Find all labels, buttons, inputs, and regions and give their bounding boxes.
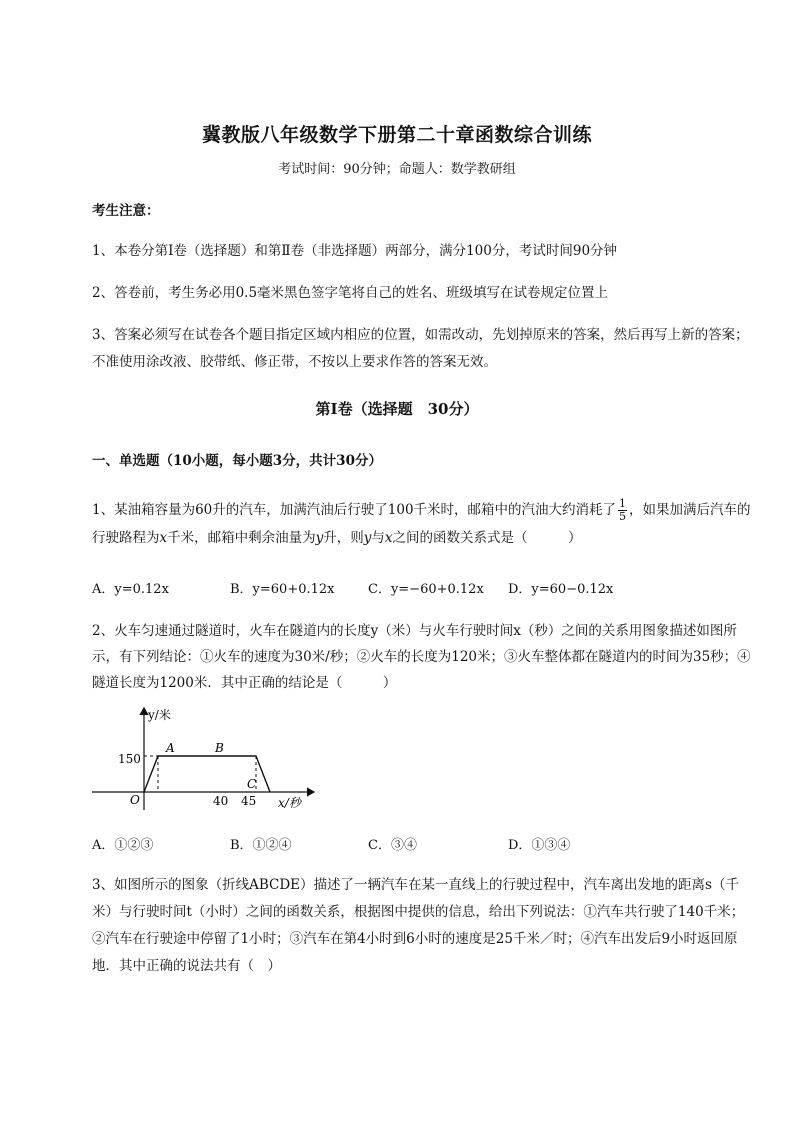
q2-graph bbox=[88, 700, 328, 818]
y-tick-150: 150 bbox=[118, 752, 141, 766]
x-tick-45: 45 bbox=[241, 794, 257, 808]
x-axis-label: x/秒 bbox=[278, 796, 301, 810]
part1-title: 第I卷（选择题 30分） bbox=[315, 400, 479, 418]
question-1 bbox=[92, 496, 752, 552]
point-label-b: B bbox=[215, 741, 224, 755]
q1-var-x: x bbox=[159, 530, 168, 546]
x-tick-40: 40 bbox=[213, 794, 229, 808]
notice-item-1: 1、本卷分第I卷（选择题）和第Ⅱ卷（非选择题）两部分，满分100分，考试时间90分钟 bbox=[92, 243, 618, 259]
exam-subtitle: 考试时间：90分钟；命题人：数学教研组 bbox=[278, 162, 516, 177]
q1-text-b: ，如果加满后汽车的行驶路程为 bbox=[92, 502, 751, 546]
fraction-one-fifth: $\frac{1}{5}$ bbox=[619, 497, 627, 523]
q2-option-c: C．③④ bbox=[368, 838, 417, 853]
q1-text-c: 千米，邮箱中剩余油量为 bbox=[167, 530, 316, 546]
point-label-a: A bbox=[166, 741, 175, 755]
q1-option-c: C．y=−60+0.12x bbox=[368, 582, 484, 597]
origin-label: O bbox=[130, 793, 140, 807]
q1-var-x-2: x bbox=[384, 530, 393, 546]
q2-option-b: B．①②④ bbox=[230, 838, 292, 853]
notice-heading: 考生注意： bbox=[92, 203, 160, 219]
q1-option-d: D．y=60−0.12x bbox=[508, 582, 614, 597]
y-axis-label: y/米 bbox=[148, 708, 171, 722]
q1-text-e: 与 bbox=[371, 530, 385, 546]
section-heading: 一、单选题（10小题，每小题3分，共计30分） bbox=[92, 453, 382, 469]
notice-item-3: 3、答案必须写在试卷各个题目指定区域内相应的位置，如需改动，先划掉原来的答案，然后再写上新的答案；不准使用涂改液、胶带纸、修正带，不按以上要求作答的答案无效。 bbox=[92, 327, 749, 370]
point-label-c: C bbox=[247, 777, 257, 791]
q2-option-a: A．①②③ bbox=[92, 838, 154, 853]
q1-var-y-2: y bbox=[363, 530, 372, 546]
q1-text-a: 1、某油箱容量为60升的汽车，加满汽油后行驶了100千米时，邮箱中的汽油大约消耗了 bbox=[92, 502, 617, 518]
question-2: 2、火车匀速通过隧道时，火车在隧道内的长度y（米）与火车行驶时间x（秒）之间的关系用图象描述如图所示，有下列结论：①火车的速度为30米/秒；②火车的长度为120米；③火车整体都在隧道内的时间为35秒；④隧道长度为1200米．其中正确的结论是（ ） bbox=[92, 623, 751, 691]
q1-option-b: B．y=60+0.12x bbox=[230, 582, 335, 597]
question-3: 3、如图所示的图象（折线ABCDE）描述了一辆汽车在某一直线上的行驶过程中，汽车离出发地的距离s（千米）与行驶时间t（小时）之间的函数关系，根据图中提供的信息，给出下列说法：①汽车共行驶了140千米；②汽车在行驶途中停留了1小时；③汽车在第4小时到6小时的速度是25千米／时；④汽车出发后9小时返回原地．其中正确的说法共有（ ） bbox=[92, 877, 745, 974]
q1-var-y: y bbox=[315, 530, 324, 546]
page-title: 冀教版八年级数学下册第二十章函数综合训练 bbox=[201, 124, 592, 146]
q1-option-a: A．y=0.12x bbox=[92, 582, 169, 597]
q2-option-d: D．①③④ bbox=[508, 838, 571, 853]
notice-item-2: 2、答卷前，考生务必用0.5毫米黑色签字笔将自己的姓名、班级填写在试卷规定位置上 bbox=[92, 285, 609, 301]
q1-text-d: 升，则 bbox=[323, 530, 364, 546]
q1-text-f: 之间的函数关系式是（ ） bbox=[392, 530, 582, 546]
